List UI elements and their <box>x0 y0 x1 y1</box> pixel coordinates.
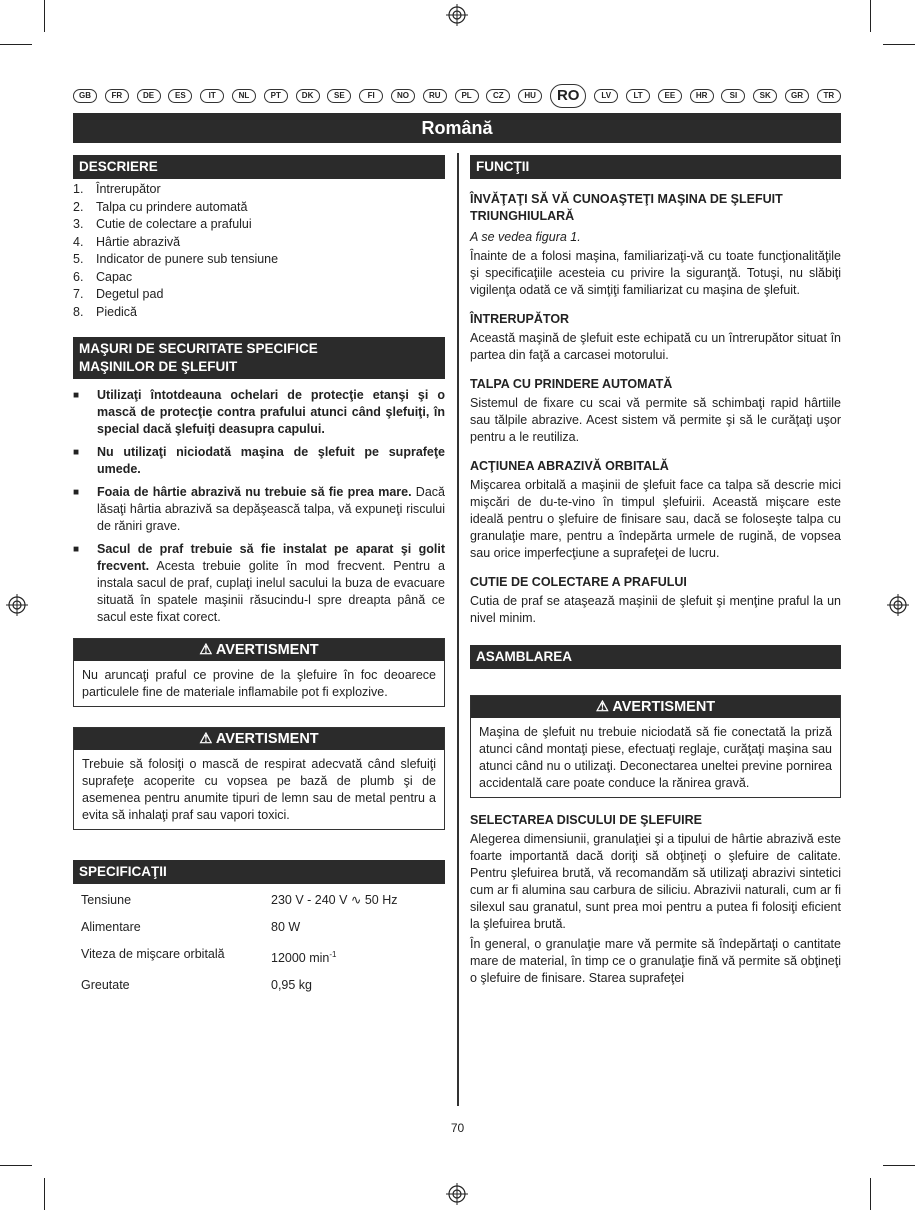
page-title: Română <box>73 113 841 143</box>
paragraph: Această maşină de şlefuit este echipată cu un întrerupător situat în partea din faţă a carcasei motorului. <box>470 331 841 362</box>
crop-mark <box>44 0 45 32</box>
list-item: 4. Hârtie abrazivă <box>73 234 181 249</box>
description-list <box>73 181 445 321</box>
language-tab-fi[interactable]: FI <box>359 89 383 103</box>
language-tab-si[interactable]: SI <box>721 89 745 103</box>
square-bullet-icon: ■ <box>73 544 80 555</box>
language-tab-hr[interactable]: HR <box>690 89 714 103</box>
language-tab-se[interactable]: SE <box>327 89 351 103</box>
language-tab-nl[interactable]: NL <box>232 89 256 103</box>
page-number: 70 <box>450 1121 465 1135</box>
specs-table <box>73 887 445 999</box>
left-column <box>73 155 445 999</box>
registration-mark-icon <box>887 594 909 616</box>
subheading: SELECTAREA DISCULUI DE ŞLEFUIRE <box>470 813 702 827</box>
registration-mark-icon <box>446 1183 468 1205</box>
crop-mark <box>870 1178 871 1210</box>
list-item: 5. Indicator de punere sub tensiune <box>73 252 279 266</box>
subheading: TALPA CU PRINDERE AUTOMATĂ <box>470 377 673 391</box>
registration-mark-icon <box>6 594 28 616</box>
language-tab-hu[interactable]: HU <box>518 89 542 103</box>
subheading: CUTIE DE COLECTARE A PRAFULUI <box>470 575 687 589</box>
paragraph: Sistemul de fixare cu scai vă permite să schimbaţi rapid hârtiile sau tălpile abrazive. Acest sistem vă permite şi să le curăţaţi uşor pentru a le reutiliza. <box>470 396 841 444</box>
paragraph: Mişcarea orbitală a maşinii de şlefuit face ca talpa să descrie mici mişcări de du-te-vino în timpul şlefuirii. Această mişcare este ideală pentru o şlefuire de finisare sau, dacă se foloseşte talpa cu granulaţie mare, pentru a îndepărta urmele de rugină, de vopsea sau orice imperfecţiune a suprafeţei de lucru. <box>470 478 841 560</box>
warning-box: ⚠ AVERTISMENT Maşina de şlefuit nu trebuie niciodată să fie conectată la priză atunci când montaţi piese, efectuaţi reglaje, curăţaţi maşina sau atunci când nu o utilizaţi. Deconectarea uneltei previne pornirea accidentală care poate conduce la rănirea gravă. <box>470 695 841 798</box>
warning-triangle-icon: ⚠ <box>595 699 609 715</box>
language-tab-tr[interactable]: TR <box>817 89 841 103</box>
table-row: Viteza de mişcare orbitală 12000 $\min^{-1}$ <box>81 947 337 966</box>
square-bullet-icon: ■ <box>73 487 80 498</box>
paragraph: Alegerea dimensiunii, granulaţiei şi a tipului de hârtie abrazivă este foarte importantă dacă doriţi să obţineţi o şlefuire de calitate. Pentru şlefuirea brută, vă recomandăm să utilizaţi abrazivi sintetici cum ar fi alumina sau carbura de siliciu. Abrazivii naturali, cum ar fi silexul sau granatul, sunt prea moi pentru a putea fi folosiţi eficient la şlefuirea brută. <box>470 832 841 931</box>
language-tab-pl[interactable]: PL <box>455 89 479 103</box>
list-item: 2. Talpa cu prindere automată <box>73 199 248 214</box>
square-bullet-icon: ■ <box>73 390 80 401</box>
crop-mark <box>0 1165 32 1166</box>
subheading: ÎNTRERUPĂTOR <box>470 312 570 326</box>
warning-text: Maşina de şlefuit nu trebuie niciodată să fie conectată la priză atunci când montaţi piese, efectuaţi reglaje, curăţaţi maşina sau atunci când nu o utilizaţi. Deconectarea uneltei previne pornirea accidentală care poate conduce la rănirea gravă. <box>479 725 832 790</box>
warning-box: ⚠ AVERTISMENT Trebuie să folosiţi o mască de respirat adecvată când slefuiţi suprafeţe acoperite cu vopsea pe bază de plumb şi de asemenea pentru anumite tipuri de lemn sau de metal pentru a evita să inhalaţi praf sau vapori toxici. <box>73 727 445 830</box>
section-heading-description: DESCRIERE <box>73 155 445 179</box>
table-row: Greutate 0,95 kg <box>81 978 313 993</box>
warning-triangle-icon: ⚠ <box>199 642 213 658</box>
crop-mark <box>44 1178 45 1210</box>
list-item: ■ Foaia de hârtie abrazivă nu trebuie să fie prea mare. Dacă lăsaţi hârtia abrazivă sa depăşească talpa, vă expuneţi riscului de răniri grave. <box>73 485 445 533</box>
paragraph: În general, o granulaţie mare vă permite să îndepărtaţi o cantitate mare de material, în timp ce o granulaţie fină vă permite să obţineţi o şlefuire de finisare. Starea suprafeţei <box>470 937 841 985</box>
list-item: 7. Degetul pad <box>73 287 164 301</box>
warning-box: ⚠ AVERTISMENT Nu aruncaţi praful ce provine de la şlefuire în foc deoarece particulele fine de materiale inflamabile pot fi explozive. <box>73 638 445 707</box>
registration-mark-icon <box>446 4 468 26</box>
safety-list <box>73 387 445 626</box>
paragraph: Cutia de praf se ataşează maşinii de şlefuit şi menţine praful la un nivel minim. <box>470 594 841 625</box>
crop-mark <box>883 44 915 45</box>
section-heading-specs: SPECIFICAŢII <box>73 860 445 884</box>
language-tab-no[interactable]: NO <box>391 89 415 103</box>
section-heading-functions: FUNCŢII <box>470 155 841 179</box>
subheading: ACŢIUNEA ABRAZIVĂ ORBITALĂ <box>470 459 669 473</box>
language-tab-cz[interactable]: CZ <box>486 89 510 103</box>
language-tab-gb[interactable]: GB <box>73 89 97 103</box>
warning-text: Trebuie să folosiţi o mască de respirat adecvată când slefuiţi suprafeţe acoperite cu vopsea pe bază de plumb şi de asemenea pentru anumite tipuri de lemn sau de metal pentru a evita să inhalaţi praf sau vapori toxici. <box>82 757 436 822</box>
warning-triangle-icon: ⚠ <box>199 731 213 747</box>
list-item: ■ Sacul de praf trebuie să fie instalat pe aparat şi golit frecvent. Acesta trebuie golite în mod frecvent. Pentru a instala sacul de praf, cuplaţi inelul sacului la buza de evacuare situată în spatele maşinii răsucindu-l spre dreapta până ce sacul este fixat corect. <box>73 542 445 624</box>
subheading: ÎNVĂŢAŢI SĂ VĂ CUNOAŞTEŢI MAŞINA DE ŞLEFUIT TRIUNGHIULARĂ <box>470 192 783 223</box>
list-item: 8. Piedică <box>73 304 137 319</box>
language-tab-de[interactable]: DE <box>137 89 161 103</box>
crop-mark <box>883 1165 915 1166</box>
crop-mark <box>0 44 32 45</box>
list-item: 6. Capac <box>73 269 133 284</box>
square-bullet-icon: ■ <box>73 447 80 458</box>
crop-mark <box>870 0 871 32</box>
section-heading-safety: MAŞURI DE SECURITATE SPECIFICE MAŞINILOR DE ŞLEFUIT <box>73 337 445 379</box>
warning-text: Nu aruncaţi praful ce provine de la şlefuire în foc deoarece particulele fine de materiale inflamabile pot fi explozive. <box>82 668 436 699</box>
paragraph: Înainte de a folosi maşina, familiarizaţi-vă cu toate funcţionalităţile şi specificaţiile acesteia cu privire la siguranţă. Totuşi, nu slăbiţi vigilenţa odată ce vă simţiţi familiarizat cu maşina de şlefuit. <box>470 249 841 297</box>
list-item: 3. Cutie de colectare a prafului <box>73 217 252 231</box>
table-row: Tensiune 230 V - 240 V ∿ 50 Hz <box>81 893 398 907</box>
column-divider <box>457 153 459 1106</box>
language-tab-ro[interactable]: RO <box>550 84 587 108</box>
figure-reference: A se vedea figura 1. <box>470 230 581 244</box>
language-tab-sk[interactable]: SK <box>753 89 777 103</box>
section-heading-assembly: ASAMBLAREA <box>470 645 841 669</box>
language-tab-pt[interactable]: PT <box>264 89 288 103</box>
language-tab-fr[interactable]: FR <box>105 89 129 103</box>
right-column <box>470 155 841 987</box>
language-tab-dk[interactable]: DK <box>296 89 320 103</box>
language-tab-ru[interactable]: RU <box>423 89 447 103</box>
language-tab-it[interactable]: IT <box>200 89 224 103</box>
table-row: Alimentare 80 W <box>81 920 301 934</box>
list-item: ■ Nu utilizaţi niciodată maşina de şlefuit pe suprafeţe umede. <box>73 445 445 476</box>
language-bar <box>73 84 841 108</box>
language-tab-ee[interactable]: EE <box>658 89 682 103</box>
list-item: 1. Întrerupător <box>73 182 161 196</box>
list-item: ■ Utilizaţi întotdeauna ochelari de protecţie etanşi şi o mască de protecţie contra prafului atunci când şlefuiţi, în special dacă şlefuiţi deasupra capului. <box>73 388 445 436</box>
language-tab-es[interactable]: ES <box>168 89 192 103</box>
language-tab-gr[interactable]: GR <box>785 89 809 103</box>
language-tab-lv[interactable]: LV <box>594 89 618 103</box>
language-tab-lt[interactable]: LT <box>626 89 650 103</box>
